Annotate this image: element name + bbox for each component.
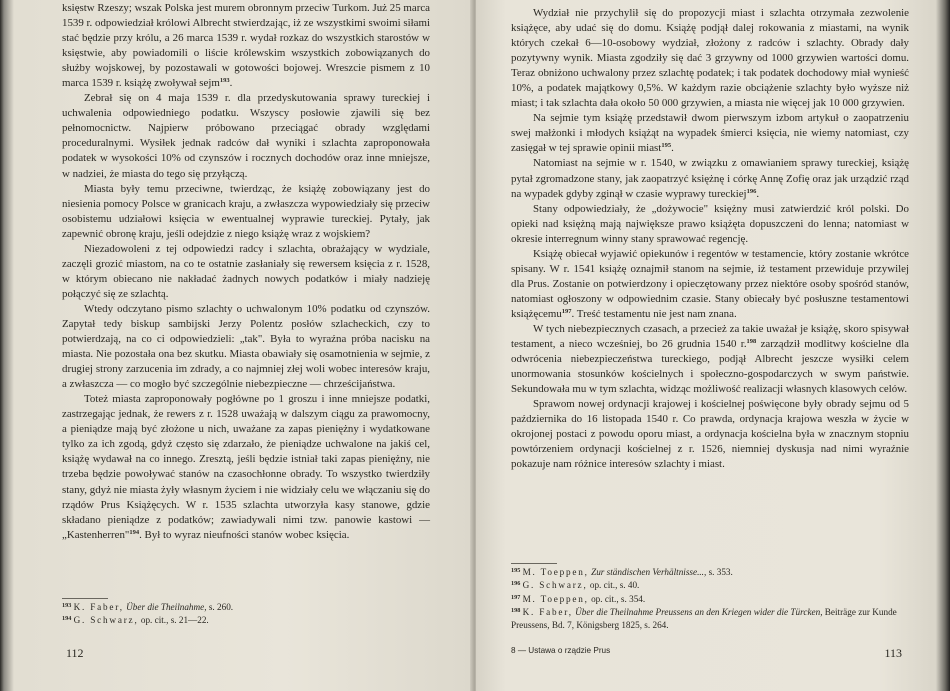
footnote-number: 198 xyxy=(511,606,521,614)
paragraph xyxy=(511,202,909,247)
printer-signature: 8 — Ustawa o rządzie Prus xyxy=(511,646,611,655)
paragraph xyxy=(62,242,430,302)
footnote xyxy=(511,566,909,579)
footnote-author: G. Schwarz, xyxy=(73,615,139,626)
footnote xyxy=(511,593,909,606)
left-page xyxy=(0,0,474,691)
right-body-text xyxy=(511,6,909,472)
paragraph-text: Na sejmie tym książę przedstawił dwom pierwszym izbom artykuł o zaopatrzeniu swej małżonki i młodych książąt na wypadek śmierci księcia, nie wiemy natomiast, czy zasięgał w tej sprawie opinii miast xyxy=(511,112,909,155)
footnote-marker: 198 xyxy=(746,338,757,346)
footnote-marker: 196 xyxy=(746,187,757,195)
paragraph-text: Wtedy odczytano pismo szlachty o uchwalonym 10% podatku od czynszów. Zapytał tedy biskup sambijski Jerzy Polentz posłów szlacheckich, czy to potwierdzają, na co ci odpowiedzieli: „tak". Była to wyraźna próba nacisku na miasta. Nie pozostała ona bez skutku. Miasta obawiały się osamotnienia w sejmie, z drugiej strony zarzucenia im zdrady, a co najmniej złej woli wobec interesów kraju, a zwłaszcza — co mogło być szczególnie niebezpieczne — chrześcijaństwa. xyxy=(62,302,430,391)
footnote-number: 196 xyxy=(511,580,521,588)
footnote-reference: op. cit., s. 21—22. xyxy=(138,615,209,626)
footnote-title: Über die Theilnahme, xyxy=(126,602,207,612)
footnote xyxy=(511,579,909,592)
footnote-number: 195 xyxy=(511,567,521,574)
paragraph xyxy=(511,397,909,472)
footnote-reference: op. cit., s. 354. xyxy=(588,593,646,604)
footnote-number: 194 xyxy=(62,615,72,623)
footnote-author: K. Faber, xyxy=(73,602,124,612)
footnote-reference: s. 260. xyxy=(206,602,234,612)
page-number-left: 112 xyxy=(66,646,84,660)
paragraph-text-after-note: . xyxy=(671,142,674,155)
paragraph-text: Toteż miasta zaproponowały pogłówne po 1 groszu i inne mniejsze podatki, zastrzegając jednak, że rewers z r. 1528 uważają w dalszym ciągu za prawomocny, a pieniądze mają być złożone u nich, uważane za zapas pieniężny i wydatkowane tylko za ich zgodą, gdyż często się zdarzało, że pieniądze uchwalone na jakiś cel, książę wydawał na co innego. Zresztą, jeśli będzie istniał taki zapas pieniężny, nie trzeba będzie powoływać stanów na czasochłonne obrady. To wszystko twierdziły stany, gdyż nie miasta żyły własnym życiem i nie widziały celu we włączaniu się do rządów Prus Książęcych. W r. 1535 szlachta utworzyła kasy stanowe, gdzie składano pieniądze z podatków; zawiadywali nimi tzw. panowie kastowi — „Kastenherren" xyxy=(62,393,430,541)
paragraph xyxy=(62,1,430,91)
footnote-marker: 195 xyxy=(661,142,672,150)
footnote-marker: 194 xyxy=(129,528,140,536)
paragraph-text: W tych niebezpiecznych czasach, a przecież za takie uważał je książę, skoro spisywał testament, a nieco wcześniej, bo 26 grudnia 1540 r. xyxy=(511,322,909,351)
footnote-title: Zur ständischen Verhältnisse..., xyxy=(591,567,707,577)
paragraph-text: Natomiast na sejmie w r. 1540, w związku z omawianiem sprawy tureckiej, książę pytał zgromadzone stany, jak zaopatrzyć księżnę i córkę Annę Zofię oraz jak urządzić rząd na wypadek gdyby zginął w czasie wyprawy tureckiej xyxy=(511,157,909,200)
footnote-author: K. Faber, xyxy=(522,606,573,617)
right-page xyxy=(476,0,950,691)
footnote-author: G. Schwarz, xyxy=(522,580,588,591)
paragraph-text-after-note: . Był to wyraz nieufności stanów wobec księcia. xyxy=(139,528,350,541)
footnote xyxy=(62,614,430,627)
paragraph-text-after-note: zarządził modlitwy kościelne dla odwrócenia niebezpieczeństwa tureckiego, podjął Albrecht jeszcze wysiłki celem unormowania stosunków kościelnych i społeczno-gospodarczych w swym państwie. Sekundowała mu w tym szlachta, widząc możliwość realizacji własnych klasowych celów. xyxy=(511,338,909,396)
paragraph-text: Książę obiecał wyjawić opiekunów i regentów w testamencie, który zostanie wkrótce spisany. W r. 1541 książę oznajmił stanom na sejmie, iż testament przewiduje przywilej dla Prus. Zostanie on potwierdzony i opieczętowany przez niektóre osoby spośród stanów, natomiast ogłoszony w odpowiednim czasie. Stany obiecały być posłuszne testamentowi książęcemu xyxy=(511,247,909,320)
paragraph-text: księstw Rzeszy; wszak Polska jest murem obronnym przeciw Turkom. Już 25 marca 1539 r. odpowiedział królowi Albrecht stwierdzając, iż ze wszystkimi swoimi siłami stać będzie przy królu, a 26 marca 1539 r. wydał rozkaz do wszystkich starostów w księstwie, aby powiadomili o liście królewskim wszystkich zobowiązanych do służby wojskowej, by pozostawali w gotowości bojowej. Wreszcie pismem z 10 marca 1539 r. książę zwoływał sejm xyxy=(62,2,430,90)
paragraph-text: Wydział nie przychylił się do propozycji miast i szlachta otrzymała zezwolenie książęce, aby udać się do domu. Książę podjął dalej rokowania z miastami, na wynik których czekał 6—10-osobowy wydział, złożony z radców i szlachty. Obrady dały pozytywny wynik. Miasta zgodziły się dać 3 grzywny od 1000 grzywien wartości domu. Teraz obniżono uchwalony przez szlachtę podatek; i tak podatek dochodowy miał wynieść 10%, a podatek majątkowy 0,5%. W każdym razie obciążenie szlachty było wyższe niż miast; i tak szlachta dała około 50 000 grzywien, a miasta nie więcej jak 10 000 grzywien. xyxy=(511,7,909,110)
right-footnotes xyxy=(511,566,909,632)
footnote-number: 193 xyxy=(62,602,72,609)
page-number-right: 113 xyxy=(884,646,902,660)
paragraph xyxy=(62,392,430,542)
footnote-marker: 193 xyxy=(219,77,230,85)
paragraph xyxy=(62,302,430,392)
footnote xyxy=(511,606,909,633)
footnote-rule xyxy=(511,563,557,564)
left-body-text xyxy=(62,1,430,543)
paragraph-text: Stany odpowiedziały, że „dożywocie" księżny musi zatwierdzić król polski. Do opieki nad księżną mają największe prawo książęta dopuszczeni do lenna; natomiast w okresie interregnum winny stany sprawować regencję. xyxy=(511,202,909,245)
paragraph-text-after-note: . xyxy=(229,77,233,90)
footnote-author: M. Toeppen, xyxy=(522,593,589,604)
paragraph-text-after-note: . Treść testamentu nie jest nam znana. xyxy=(571,307,737,320)
footnote-reference: op. cit., s. 40. xyxy=(587,580,640,591)
footnote-rule xyxy=(62,598,108,599)
footnote-number: 197 xyxy=(511,593,521,601)
paragraph xyxy=(511,156,909,201)
paragraph xyxy=(511,111,909,156)
paragraph-text: Zebrał się on 4 maja 1539 r. dla przedyskutowania sprawy tureckiej i uchwalenia odpowiedniego podatku. Wszyscy posłowie zjawili się bez pełnomocnictw. Najpierw próbowano przeciągać obrady względami proceduralnymi. Wysiłek jednak radców dał wyniki i szlachta zaproponowała podatek w wysokości 10% od czynszów i rocznych dochodów oraz inne mniejsze, w nadziei, że miasta do tego się przyłączą. xyxy=(62,92,430,180)
paragraph-text: Niezadowoleni z tej odpowiedzi radcy i szlachta, obrażający w wydziale, zaczęli grozić miastom, na co te ostatnie zasłaniały się rewersem księcia z r. 1528, w którym obiecano nie nakładać żadnych nowych podatków i miały nadzieję połączyć się ze szlachtą. xyxy=(62,242,430,300)
paragraph-text-after-note: . xyxy=(756,187,760,200)
footnote-marker: 197 xyxy=(561,307,572,315)
paragraph xyxy=(511,322,909,397)
footnote-title: Über die Theilnahme Preussens an den Kriegen wider die Türcken, xyxy=(575,606,823,617)
footnote-reference: Beiträge zur Kunde Preussens, Bd. 7, Königsberg 1825, s. 264. xyxy=(511,606,897,631)
paragraph xyxy=(62,91,430,181)
paragraph xyxy=(62,182,430,242)
paragraph-text: Miasta były temu przeciwne, twierdząc, że książę zobowiązany jest do niesienia pomocy Polsce w granicach kraju, a zwłaszcza wypowiedziały się przeciw osobistemu udziałowi księcia w ewentualnej wyprawie tureckiej. Pytały, jak zapewnić obronę kraju, jeśli odejdzie z niego książę wraz z wojskiem? xyxy=(62,182,430,240)
footnote xyxy=(62,601,430,614)
footnote-author: M. Toeppen, xyxy=(522,567,589,577)
paragraph xyxy=(511,6,909,111)
paragraph xyxy=(511,247,909,322)
paragraph-text: Sprawom nowej ordynacji krajowej i kościelnej poświęcone były obrady sejmu od 5 października do 16 listopada 1540 r. Co prawda, ordynacja krajowa weszła w życie w okrojonej postaci z powodu oporu miast, a ordynacja kościelna była w znacznym stopniu powtórzeniem ordynacji kościelnej z r. 1526, niemniej dyskusja nad nimi wyraźnie pokazuje nam różnice interesów szlachty i miast. xyxy=(511,398,909,471)
left-footnotes xyxy=(62,601,430,628)
footnote-reference: s. 353. xyxy=(706,567,733,577)
